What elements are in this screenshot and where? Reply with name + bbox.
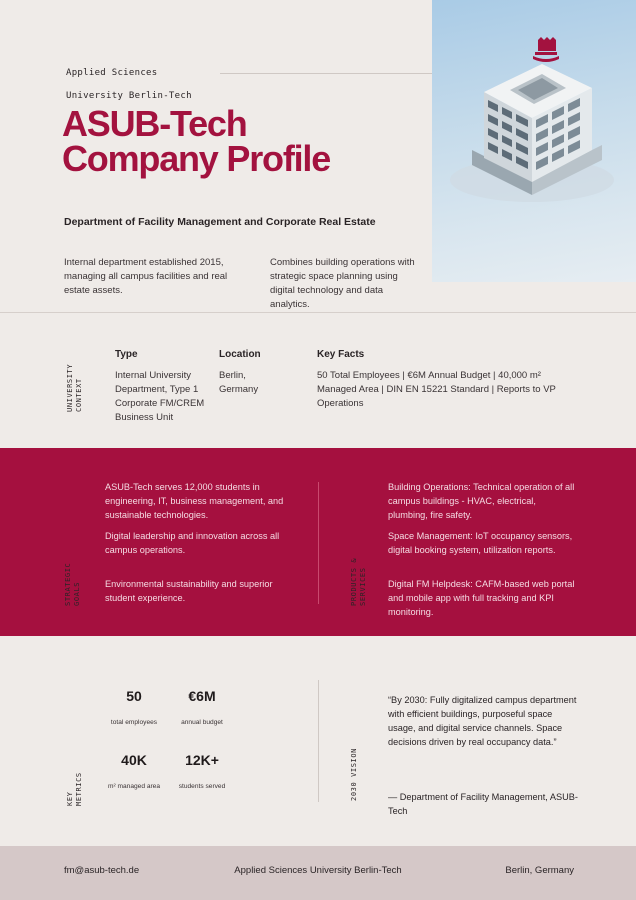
key-facts-value: 50 Total Employees | €6M Annual Budget | 40,000 m² Managed Area | DIN EN 15221 Standard | Reports to VP Operations	[317, 370, 556, 409]
product-item-3: Digital FM Helpdesk: CAFM-based web portal and mobile app with full tracking and KPI monitoring.	[388, 579, 575, 617]
products-label-line-2: SERVICES	[359, 567, 367, 606]
product-item-1: Building Operations: Technical operation of all campus buildings - HVAC, electrical, plumbing, fire safety.	[388, 482, 575, 520]
metric-budget-label: annual budget	[181, 719, 223, 726]
section-divider	[0, 312, 636, 313]
metric-employees-value: 50	[126, 688, 142, 704]
footer-city: Berlin, Germany	[505, 865, 574, 876]
building-image	[432, 0, 636, 282]
metric-students-label: students served	[178, 783, 226, 790]
metrics-label-line-1: KEY	[66, 791, 74, 806]
strategic-label-line-1: STRATEGIC	[64, 562, 72, 606]
strategic-goal-1: ASUB-Tech serves 12,000 students in engineering, IT, business management, and sustainable technologies.	[105, 482, 284, 520]
footer-institution: Applied Sciences University Berlin-Tech	[234, 865, 402, 876]
university-context-label	[66, 364, 84, 412]
strategic-goals-label	[64, 563, 82, 606]
strategic-label-line-2: GOALS	[73, 581, 81, 606]
page-title-line-2: Company Profile	[62, 138, 331, 179]
band-divider	[318, 482, 319, 604]
context-label-line-1: UNIVERSITY	[66, 363, 74, 412]
metrics-label-line-2: METRICS	[75, 772, 83, 806]
intro-left: Internal department established 2015, managing all campus facilities and real estate assets.	[64, 257, 228, 296]
footer-email[interactable]: fm@asub-tech.de	[64, 865, 140, 876]
metric-budget-value: €6M	[188, 688, 216, 704]
metric-area-value: 40K	[121, 752, 147, 768]
metric-students-value: 12K+	[185, 752, 219, 768]
strategic-goal-2: Digital leadership and innovation across all campus operations.	[105, 531, 280, 555]
products-services-label	[350, 558, 368, 606]
page-title-line-1: ASUB-Tech	[62, 103, 247, 144]
location-value: Berlin, Germany	[219, 370, 259, 395]
page-title	[62, 103, 422, 179]
eyebrow-applied-sciences: Applied Sciences	[66, 68, 158, 78]
type-value: Internal University Department, Type 1 Corporate FM/CREM Business Unit	[115, 370, 205, 423]
vision-attribution: — Department of Facility Management, ASUB-Tech	[388, 792, 578, 816]
intro-right: Combines building operations with strategic space planning using digital technology and data analytics.	[270, 257, 415, 310]
location-heading: Location	[219, 349, 261, 360]
vision-quote: “By 2030: Fully digitalized campus department with efficient buildings, purposeful space usage, and digital service channels. Space decisions driven by real occupancy data.”	[388, 695, 577, 747]
strategic-goal-3: Environmental sustainability and superior student experience.	[105, 579, 273, 603]
department-heading: Department of Facility Management and Corporate Real Estate	[64, 216, 376, 228]
products-label-line-1: PRODUCTS &	[350, 557, 358, 606]
product-item-2: Space Management: IoT occupancy sensors, digital booking system, utilization reports.	[388, 531, 573, 555]
type-heading: Type	[115, 349, 138, 360]
eyebrow-divider	[220, 73, 432, 74]
building-image-icon	[432, 0, 636, 282]
key-metrics-label	[66, 772, 84, 806]
metric-employees-label: total employees	[110, 719, 158, 726]
metric-area-label: m² managed area	[107, 783, 161, 790]
key-facts-heading: Key Facts	[317, 349, 365, 360]
university-logo-icon	[533, 37, 559, 62]
eyebrow-university: University Berlin-Tech	[66, 91, 192, 101]
context-label-line-2: CONTEXT	[75, 378, 83, 412]
vision-label: 2030 VISION	[350, 748, 358, 801]
metrics-divider	[318, 680, 319, 802]
